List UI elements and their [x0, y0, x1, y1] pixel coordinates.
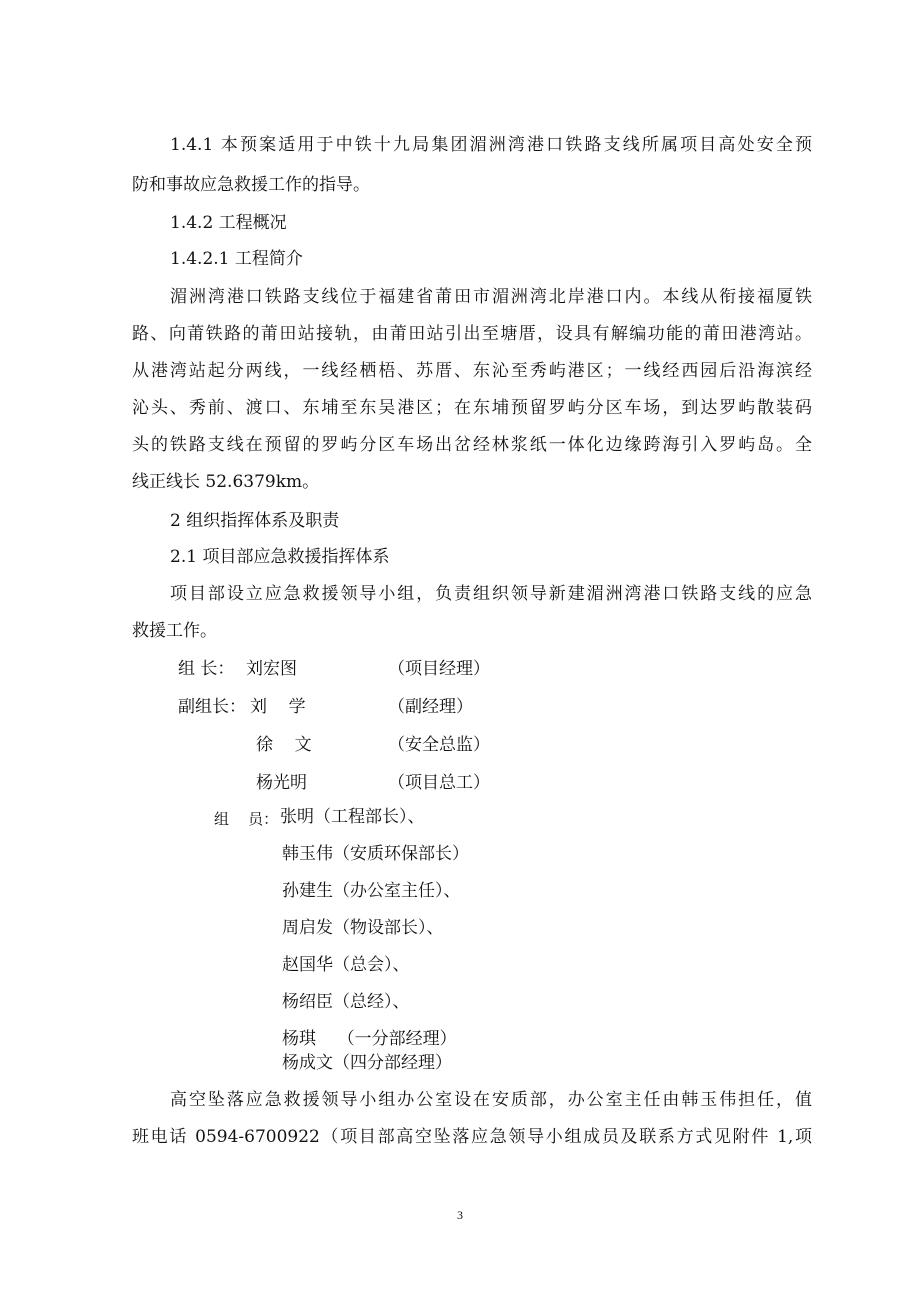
section-2-1-heading: 2.1 项目部应急救援指挥体系	[170, 547, 390, 567]
project-intro-line-1: 湄洲湾港口铁路支线位于福建省莆田市湄洲湾北岸港口内。本线从衔接福厦铁	[170, 287, 812, 307]
member-item: 杨绍臣（总经）、	[282, 992, 410, 1012]
section-1-4-1-line-1: 1.4.1 本预案适用于中铁十九局集团湄洲湾港口铁路支线所属项目高处安全预	[170, 135, 812, 155]
leader-label: 组 长：	[178, 659, 235, 679]
member-item: 杨琪 （一分部经理）	[282, 1029, 457, 1049]
member-item: 张明（工程部长）、	[280, 807, 425, 827]
member-item: 孙建生（办公室主任）、	[282, 881, 461, 901]
deputy-role: （项目总工）	[388, 773, 490, 793]
command-system-line-1: 项目部设立应急救援领导小组，负责组织领导新建湄洲湾港口铁路支线的应急	[170, 584, 812, 604]
member-item: 韩玉伟（安质环保部长）	[282, 844, 469, 864]
deputy-name: 杨光明	[256, 773, 307, 793]
member-item: 周启发（物设部长）、	[282, 918, 444, 938]
section-1-4-2-1-heading: 1.4.2.1 工程简介	[170, 249, 303, 269]
deputy-name: 刘 学	[250, 697, 306, 717]
deputy-role: （安全总监）	[388, 735, 490, 755]
deputy-label: 副组长：	[178, 697, 246, 717]
office-line-2: 班电话 0594-6700922（项目部高空坠落应急领导小组成员及联系方式见附件 1,项	[132, 1127, 812, 1147]
project-intro-line-6: 线正线长 52.6379km。	[132, 472, 320, 492]
members-label: 组 员：	[214, 810, 279, 828]
section-1-4-1-line-2: 防和事故应急救援工作的指导。	[132, 175, 370, 195]
deputy-role: （副经理）	[388, 697, 473, 717]
section-2-heading: 2 组织指挥体系及职责	[170, 511, 340, 531]
deputy-name: 徐 文	[256, 735, 312, 755]
project-intro-line-3: 从港湾站起分两线，一线经栖梧、苏厝、东沁至秀屿港区；一线经西园后沿海滨经	[132, 361, 812, 381]
project-intro-line-4: 沁头、秀前、渡口、东埔至东吴港区；在东埔预留罗屿分区车场，到达罗屿散装码	[132, 398, 812, 418]
command-system-line-2: 救援工作。	[132, 621, 217, 641]
page-number: 3	[457, 1208, 463, 1222]
project-intro-line-2: 路、向莆铁路的莆田站接轨，由莆田站引出至塘厝，设具有解编功能的莆田港湾站。	[132, 324, 812, 344]
project-intro-line-5: 头的铁路支线在预留的罗屿分区车场出岔经林浆纸一体化边缘跨海引入罗屿岛。全	[132, 435, 812, 455]
member-item: 赵国华（总会）、	[282, 955, 410, 975]
leader-role: （项目经理）	[388, 659, 490, 679]
section-1-4-2-heading: 1.4.2 工程概况	[170, 213, 287, 233]
leader-name: 刘宏图	[246, 659, 297, 679]
member-item: 杨成文（四分部经理）	[282, 1053, 452, 1073]
office-line-1: 高空坠落应急救援领导小组办公室设在安质部，办公室主任由韩玉伟担任，值	[170, 1090, 812, 1110]
